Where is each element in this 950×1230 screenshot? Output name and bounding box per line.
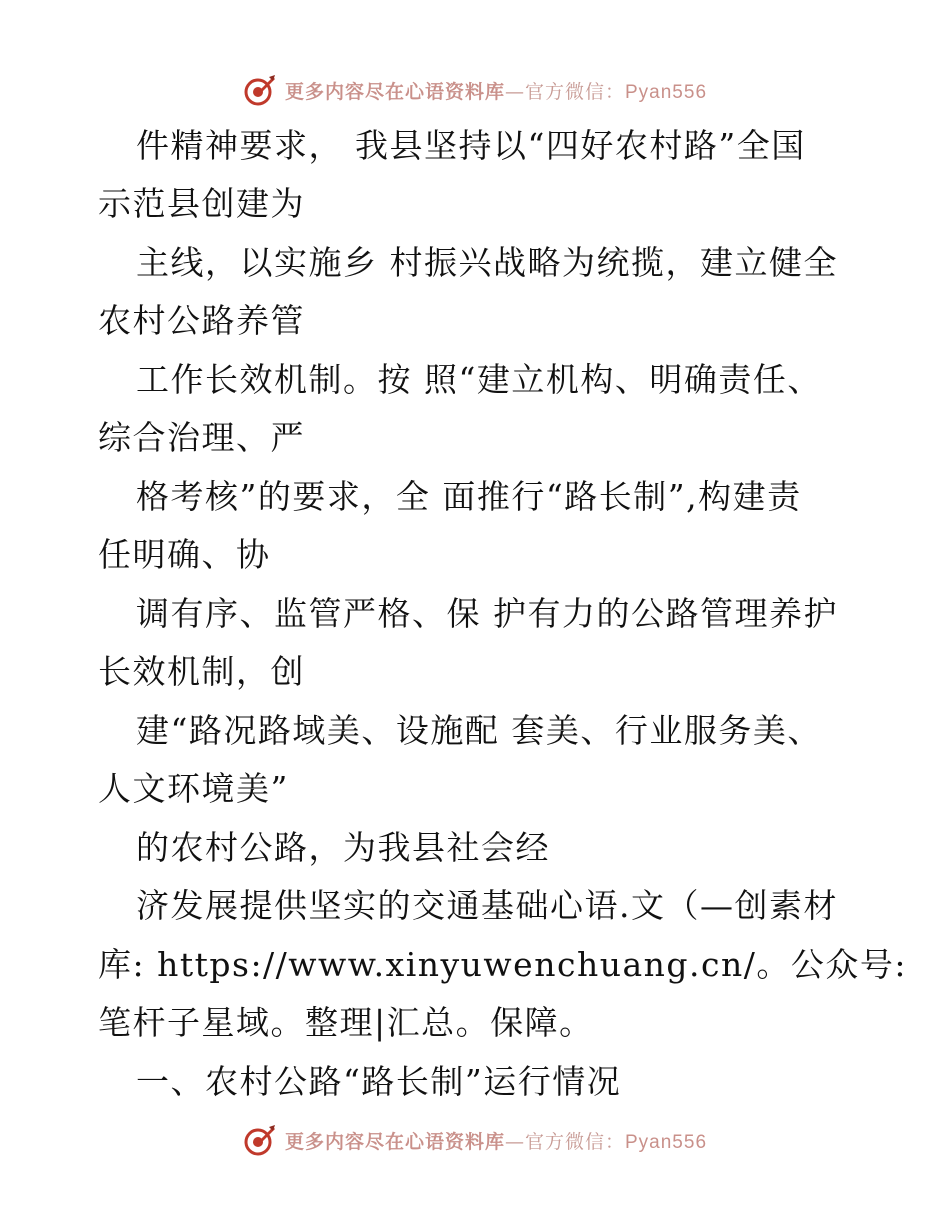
watermark-dash: — bbox=[504, 80, 525, 103]
text-line-14: 济发展提供坚实的交通基础心语.文（—创素材 bbox=[136, 886, 838, 925]
text-line-15: 库: https://www.xinyuwenchuang.cn/。公众号: bbox=[98, 945, 907, 984]
text-line-11: 建“路况路域美、设施配 套美、行业服务美、 bbox=[136, 711, 822, 750]
quill-logo-icon bbox=[243, 1123, 277, 1157]
watermark-official: 官方微信： bbox=[524, 80, 625, 103]
text-line-7: 格考核”的要求，全 面推行“路长制”,构建责 bbox=[136, 477, 802, 516]
text-line-8: 任明确、协 bbox=[98, 535, 271, 574]
text-line-1: 件精神要求， 我县坚持以“四好农村路”全国 bbox=[136, 126, 806, 165]
watermark-id: Pyan556 bbox=[625, 1131, 708, 1153]
text-line-12: 人文环境美” bbox=[98, 769, 289, 808]
text-line-10: 长效机制，创 bbox=[98, 652, 305, 691]
watermark-brand: 更多内容尽在心语资料库 bbox=[284, 80, 505, 103]
watermark-dash: — bbox=[504, 1130, 525, 1153]
text-line-4: 农村公路养管 bbox=[98, 301, 305, 340]
section-heading: 一、农村公路“路长制”运行情况 bbox=[136, 1062, 622, 1101]
text-line-9: 调有序、监管严格、保 护有力的公路管理养护 bbox=[136, 594, 838, 633]
text-line-6: 综合治理、严 bbox=[98, 418, 305, 457]
text-line-2: 示范县创建为 bbox=[98, 184, 305, 223]
text-line-13: 的农村公路，为我县社会经 bbox=[136, 828, 550, 867]
text-line-16: 笔杆子星域。整理|汇总。保障。 bbox=[98, 1003, 594, 1042]
text-line-5: 工作长效机制。按 照“建立机构、明确责任、 bbox=[136, 360, 822, 399]
watermark-brand: 更多内容尽在心语资料库 bbox=[284, 1130, 505, 1153]
watermark-id: Pyan556 bbox=[625, 81, 708, 103]
watermark-header bbox=[0, 70, 950, 110]
watermark-footer bbox=[0, 1120, 950, 1160]
watermark-official: 官方微信： bbox=[524, 1130, 625, 1153]
quill-logo-icon bbox=[243, 73, 277, 107]
text-line-3: 主线，以实施乡 村振兴战略为统揽，建立健全 bbox=[136, 243, 838, 282]
